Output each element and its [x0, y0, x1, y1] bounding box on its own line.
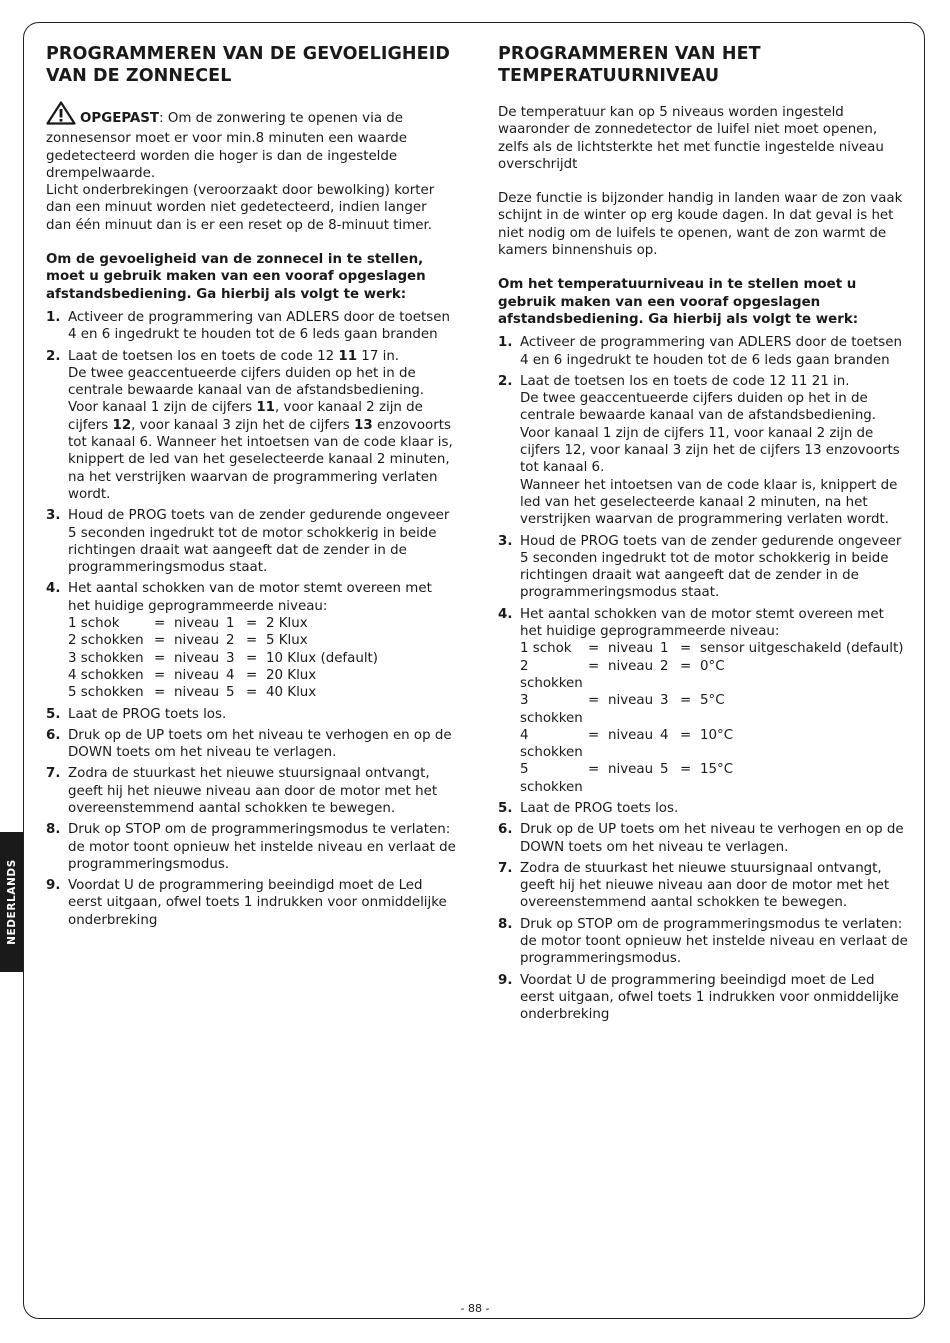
list-item: 3. Houd de PROG toets van de zender gedurende ongeveer 5 seconden ingedrukt tot de motor schokkerig in beide richtingen draait wat aangeeft dat de zender in de programmeringsmodus staat. — [498, 533, 902, 601]
list-item: 5. Laat de PROG toets los. — [498, 800, 679, 816]
list-item: 4. Het aantal schokken van de motor stemt overeen met het huidige geprogrammeerde niveau: 1 schok = niveau 1 = 2 Klux 2 schokken = niveau 2 = 5 Klux 3 schokken = niveau 3 = 10 Klux (default) 4 schokken = niveau 4 = 20 Klux 5 schokken = niveau 5 = 40 Klux — [46, 580, 456, 701]
level-row: 1 schok = niveau 1 = sensor uitgeschakeld (default) — [520, 641, 904, 657]
left-instruction: Om de gevoeligheid van de zonnecel in te stellen, moet u gebruik maken van een vooraf opgeslagen afstandsbediening. Ga hierbij als volgt te werk: — [46, 252, 426, 302]
level-row: 1 schok = niveau 1 = 2 Klux — [68, 616, 308, 632]
language-label: NEDERLANDS — [5, 859, 18, 945]
warning-paragraph — [46, 101, 456, 182]
level-row: 3 schokken = niveau 3 = 10 Klux (default) — [68, 650, 379, 666]
level-row: 4 schokken = niveau 4 = 20 Klux — [68, 667, 317, 683]
left-steps-list — [46, 309, 456, 929]
right-steps-list — [498, 334, 910, 1023]
warning-label: OPGEPAST — [80, 111, 160, 126]
left-column — [46, 43, 456, 933]
list-item: 1. Activeer de programmering van ADLERS door de toetsen 4 en 6 ingedrukt te houden tot de 6 leds gaan branden — [46, 309, 450, 343]
right-column — [498, 43, 910, 1028]
warning-text: : Om de zonwering te openen via de zonnesensor moet er voor min.8 minuten een waarde gedetecteerd worden die hoger is dan de ingestelde drempelwaarde. — [46, 111, 407, 181]
list-item: 5. Laat de PROG toets los. — [46, 706, 227, 722]
list-item: 7. Zodra de stuurkast het nieuwe stuursignaal ontvangt, geeft hij het nieuwe niveau aan door de motor met het overeenstemmend aantal schokken te bewegen. — [46, 766, 438, 816]
list-item: 2. Laat de toetsen los en toets de code 12 11 21 in. De twee geaccentueerde cijfers duiden op het in de centrale bewaarde kanaal van de afstandsbediening. Voor kanaal 1 zijn de cijfers 11, voor kanaal 2 zijn de cijfers 12, voor kanaal 3 zijn het de cijfers 13 enzovoorts tot kanaal 6. Wanneer het intoetsen van de code klaar is, knippert de led van het geselecteerde kanaal 2 minuten, na het verstrijken waarvan de programmering verlaten wordt. — [498, 373, 900, 528]
level-row: 2 schokken = niveau 2 = 0°C — [520, 658, 725, 691]
list-item: 4. Het aantal schokken van de motor stemt overeen met het huidige geprogrammeerde niveau: 1 schok = niveau 1 = sensor uitgeschakeld (default) 2 schokken = niveau 2 = 0°C 3 schokken = niveau 3 = 5°C 4 schokken = niveau 4 = 10°C 5 schokken = niveau 5 = 15°C — [498, 606, 910, 796]
level-row: 5 schokken = niveau 5 = 15°C — [520, 762, 734, 795]
language-side-tab — [0, 832, 23, 972]
level-row: 5 schokken = niveau 5 = 40 Klux — [68, 685, 317, 701]
list-item: 8. Druk op STOP om de programmeringsmodus te verlaten: de motor toont opnieuw het instelde niveau en verlaat de programmeringsmodus. — [46, 822, 456, 872]
list-item: 2. Laat de toetsen los en toets de code 12 11 17 in. De twee geaccentueerde cijfers duiden op het in de centrale bewaarde kanaal van de afstandsbediening. Voor kanaal 1 zijn de cijfers 11, voor kanaal 2 zijn de cijfers 12, voor kanaal 3 zijn het de cijfers 13 enzovoorts tot kanaal 6. Wanneer het intoetsen van de code klaar is, knippert de led van het geselecteerde kanaal 2 minuten, na het verstrijken waarvan de programmering verlaten wordt. — [46, 348, 453, 502]
level-row: 4 schokken = niveau 4 = 10°C — [520, 727, 734, 761]
list-item: 1. Activeer de programmering van ADLERS door de toetsen 4 en 6 ingedrukt te houden tot de 6 leds gaan branden — [498, 335, 902, 368]
list-item: 3. Houd de PROG toets van de zender gedurende ongeveer 5 seconden ingedrukt tot de motor schokkerig in beide richtingen draait wat aangeeft dat de zender in de programmeringsmodus staat. — [46, 508, 450, 576]
level-row: 2 schokken = niveau 2 = 5 Klux — [68, 633, 308, 649]
list-item: 6. Druk op de UP toets om het niveau te verhogen en op de DOWN toets om het niveau te verlagen. — [46, 727, 452, 761]
list-item: 6. Druk op de UP toets om het niveau te verhogen en op de DOWN toets om het niveau te verlagen. — [498, 822, 904, 855]
list-item: 7. Zodra de stuurkast het nieuwe stuursignaal ontvangt, geeft hij het nieuwe niveau aan door de motor met het overeenstemmend aantal schokken te bewegen. — [498, 860, 890, 911]
right-paragraph-1: De temperatuur kan op 5 niveaus worden ingesteld waaronder de zonnedetector de luifel niet moet openen, zelfs als de lichtsterkte het met functie ingestelde niveau overschrijdt — [498, 105, 884, 172]
right-paragraph-2: Deze functie is bijzonder handig in landen waar de zon vaak schijnt in de winter op erg koude dagen. In dat geval is het niet nodig om de luifels te openen, want de zon warmt de kamers binnenshuis op. — [498, 191, 903, 259]
left-title: PROGRAMMEREN VAN DE GEVOELIGHEID VAN DE ZONNECEL — [46, 44, 450, 86]
list-item: 8. Druk op STOP om de programmeringsmodus te verlaten: de motor toont opnieuw het instelde niveau en verlaat de programmeringsmodus. — [498, 916, 908, 967]
level-row: 3 schokken = niveau 3 = 5°C — [520, 693, 725, 726]
right-title: PROGRAMMEREN VAN HET TEMPERATUURNIVEAU — [498, 44, 761, 86]
level-table — [68, 615, 456, 701]
list-item: 9. Voordat U de programmering beeindigd moet de Led eerst uitgaan, ofwel toets 1 indrukken voor onmiddelijke onderbreking — [498, 972, 899, 1023]
list-item: 9. Voordat U de programmering beeindigd moet de Led eerst uitgaan, ofwel toets 1 indrukken voor onmiddelijke onderbreking — [46, 878, 447, 928]
right-instruction: Om het temperatuurniveau in te stellen moet u gebruik maken van een vooraf opgeslagen afstandsbediening. Ga hierbij als volgt te werk: — [498, 277, 859, 327]
page-number: - 88 - — [460, 1302, 490, 1315]
left-paragraph-2: Licht onderbrekingen (veroorzaakt door bewolking) korter dan een minuut worden niet gedetecteerd, indien langer dan één minuut dan is er een reset op de 8-minuut timer. — [46, 183, 435, 233]
level-table — [520, 640, 910, 796]
warning-icon — [46, 101, 76, 130]
